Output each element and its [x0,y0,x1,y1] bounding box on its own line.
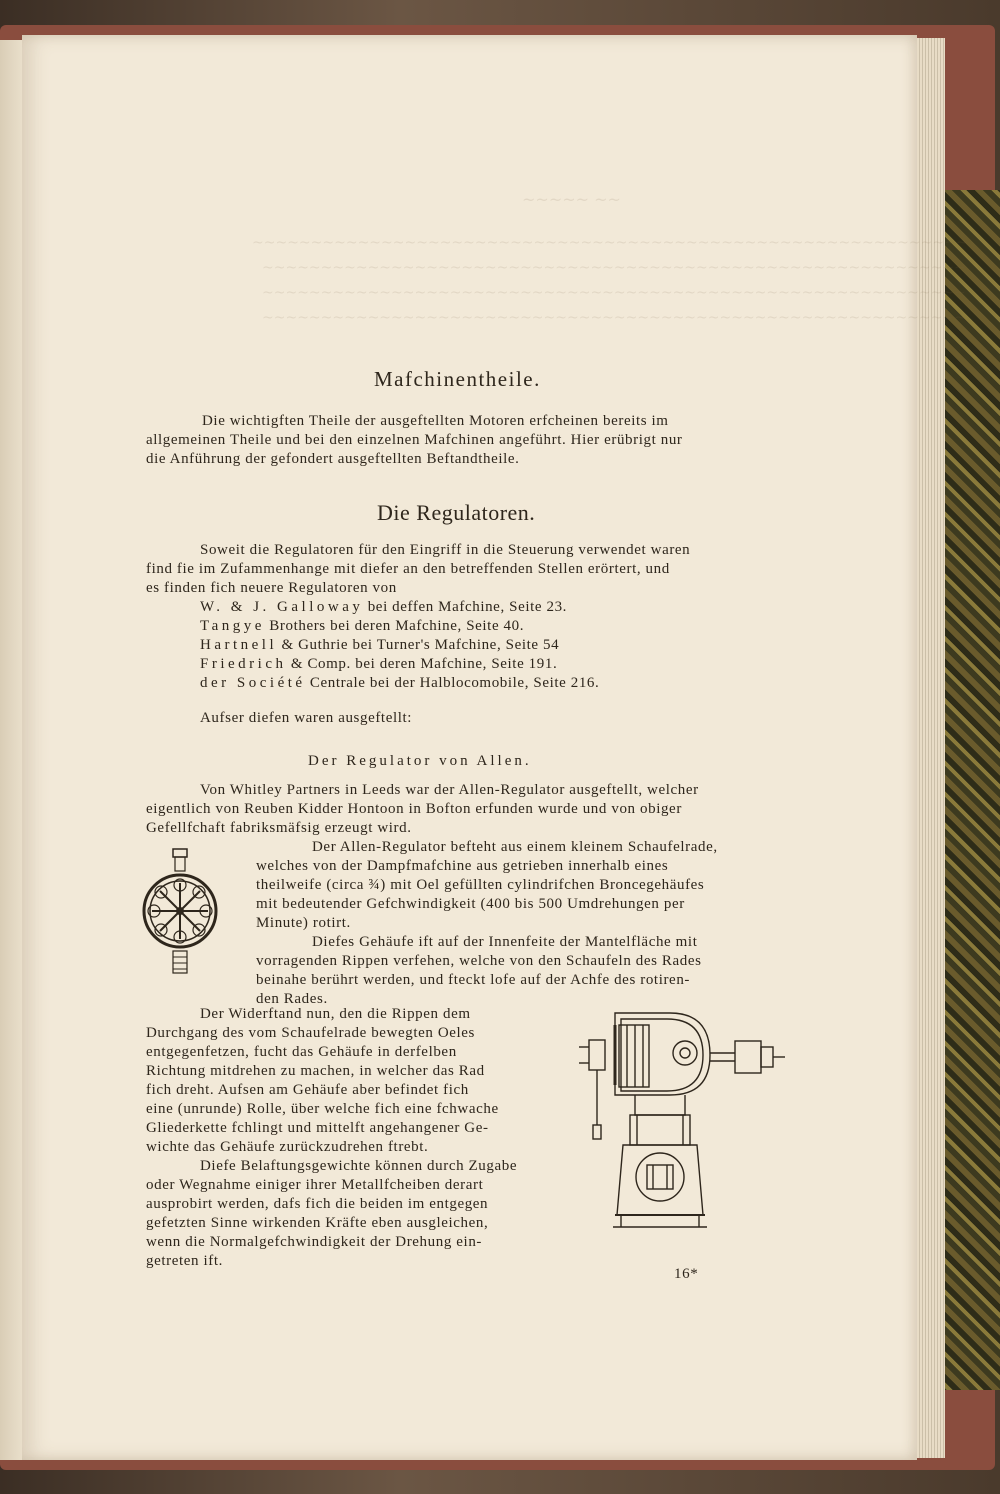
allen-desc-line: Minute) rotirt. [256,915,351,931]
resistance-line: getreten ift. [146,1253,223,1269]
regulators-line: Soweit die Regulatoren für den Eingriff in die Steuerung verwendet waren [200,542,691,558]
allen-desc-line: beinahe berührt werden, und fteckt lofe auf der Achfe des rotiren- [256,972,691,988]
resistance-line: Gliederkette fchlingt und mittelft angehangener Ge- [146,1120,489,1136]
allen-desc-line: den Rades. [256,991,328,1007]
book-page [22,35,968,1460]
resistance-line: entgegenfetzen, fucht das Gehäufe in derfelben [146,1044,457,1060]
resistance-line: eine (unrunde) Rolle, über welche fich eine fchwache [146,1101,499,1117]
bleed-through: ~~~~~~~~~~~~~~~~~~~~~~~~~~~~~~~~~~~~~~~~~~~~~~~~~~~~~~~~~~~~~ [252,235,968,251]
section-title: Mafchinentheile. [374,367,541,391]
page-number: 16* [674,1266,699,1282]
bleed-through: ~~~~~~~~~~~~~~~~~~~~~~~~~~~~~~~~~~~~~~~~~~~~~~~~~~~~~~~~~~~~ [262,285,966,301]
bleed-through: ~~~~~~~~~~~~~~~~~~~~~~~~~~~~~~~~~~~~~~~~~~~~~~~~~~~~~~~~~~~~ [262,310,966,326]
resistance-line: oder Wegnahme einiger ihrer Metallfcheiben derart [146,1177,484,1193]
allen-desc-line: Diefes Gehäufe ift auf der Innenfeite der Mantelfläche mit [312,934,698,950]
maker-entry: der Société Centrale bei der Halblocomobile, Seite 216. [200,675,600,691]
resistance-line: Richtung mitdrehen zu machen, in welcher das Rad [146,1063,485,1079]
allen-line: Gefellfchaft fabriksmäfsig erzeugt wird. [146,820,412,836]
also-exhibited: Aufser diefen waren ausgeftellt: [200,710,413,726]
resistance-line: Der Widerftand nun, den die Rippen dem [200,1006,471,1022]
allen-line: eigentlich von Reuben Kidder Hontoon in Bofton erfunden wurde und von obiger [146,801,682,817]
resistance-line: wichte das Gehäufe zurückzudrehen ftrebt. [146,1139,429,1155]
resistance-line: Diefe Belaftungsgewichte können durch Zugabe [200,1158,518,1174]
intro-line: die Anführung der gefondert ausgeftellten Beftandtheile. [146,451,520,467]
bleed-through: ~~~~~~~~~~~~~~~~~~~~~~~~~~~~~~~~~~~~~~~~~~~~~~~~~~~~~~~~~~~~ [262,260,966,276]
intro-line: allgemeinen Theile und bei den einzelnen Mafchinen angeführt. Hier erübrigt nur [146,432,683,448]
regulators-line: es finden fich neuere Regulatoren von [146,580,397,596]
allen-desc-line: mit bedeutender Gefchwindigkeit (400 bis 500 Umdrehungen per [256,896,685,912]
allen-desc-line: welches von der Dampfmafchine aus getrieben innerhalb eines [256,858,669,874]
resistance-line: gefetzten Sinne wirkenden Kräfte eben ausgleichen, [146,1215,489,1231]
maker-entry: Friedrich & Comp. bei deren Mafchine, Seite 191. [200,656,558,672]
resistance-line: fich dreht. Aufsen am Gehäufe aber befindet fich [146,1082,469,1098]
maker-entry: Hartnell & Guthrie bei Turner's Mafchine, Seite 54 [200,637,560,653]
maker-entry: Tangye Brothers bei deren Mafchine, Seite 40. [200,618,525,634]
regulator-wheel-figure [140,847,220,979]
allen-desc-line: theilweife (circa ¾) mit Oel gefüllten cylindrifchen Broncegehäufes [256,877,705,893]
resistance-line: wenn die Normalgefchwindigkeit der Drehung ein- [146,1234,483,1250]
allen-line: Von Whitley Partners in Leeds war der Allen-Regulator ausgeftellt, welcher [200,782,699,798]
regulators-title: Die Regulatoren. [377,500,536,525]
allen-desc-line: vorragenden Rippen verfehen, welche von den Schaufeln des Rades [256,953,702,969]
allen-title: Der Regulator von Allen. [308,753,532,769]
allen-desc-line: Der Allen-Regulator befteht aus einem kleinem Schaufelrade, [312,839,718,855]
resistance-line: Durchgang des vom Schaufelrade bewegten Oeles [146,1025,475,1041]
regulators-line: find fie im Zufammenhange mit diefer an den betreffenden Stellen erörtert, und [146,561,670,577]
bleed-through: ~~~~~ ~~ [522,190,621,209]
intro-line: Die wichtigften Theile der ausgeftellten Motoren erfcheinen bereits im [202,413,669,429]
allen-governor-figure [575,995,791,1235]
resistance-line: ausprobirt werden, dafs fich die beiden im entgegen [146,1196,489,1212]
maker-entry: W. & J. Galloway bei deffen Mafchine, Seite 23. [200,599,568,615]
